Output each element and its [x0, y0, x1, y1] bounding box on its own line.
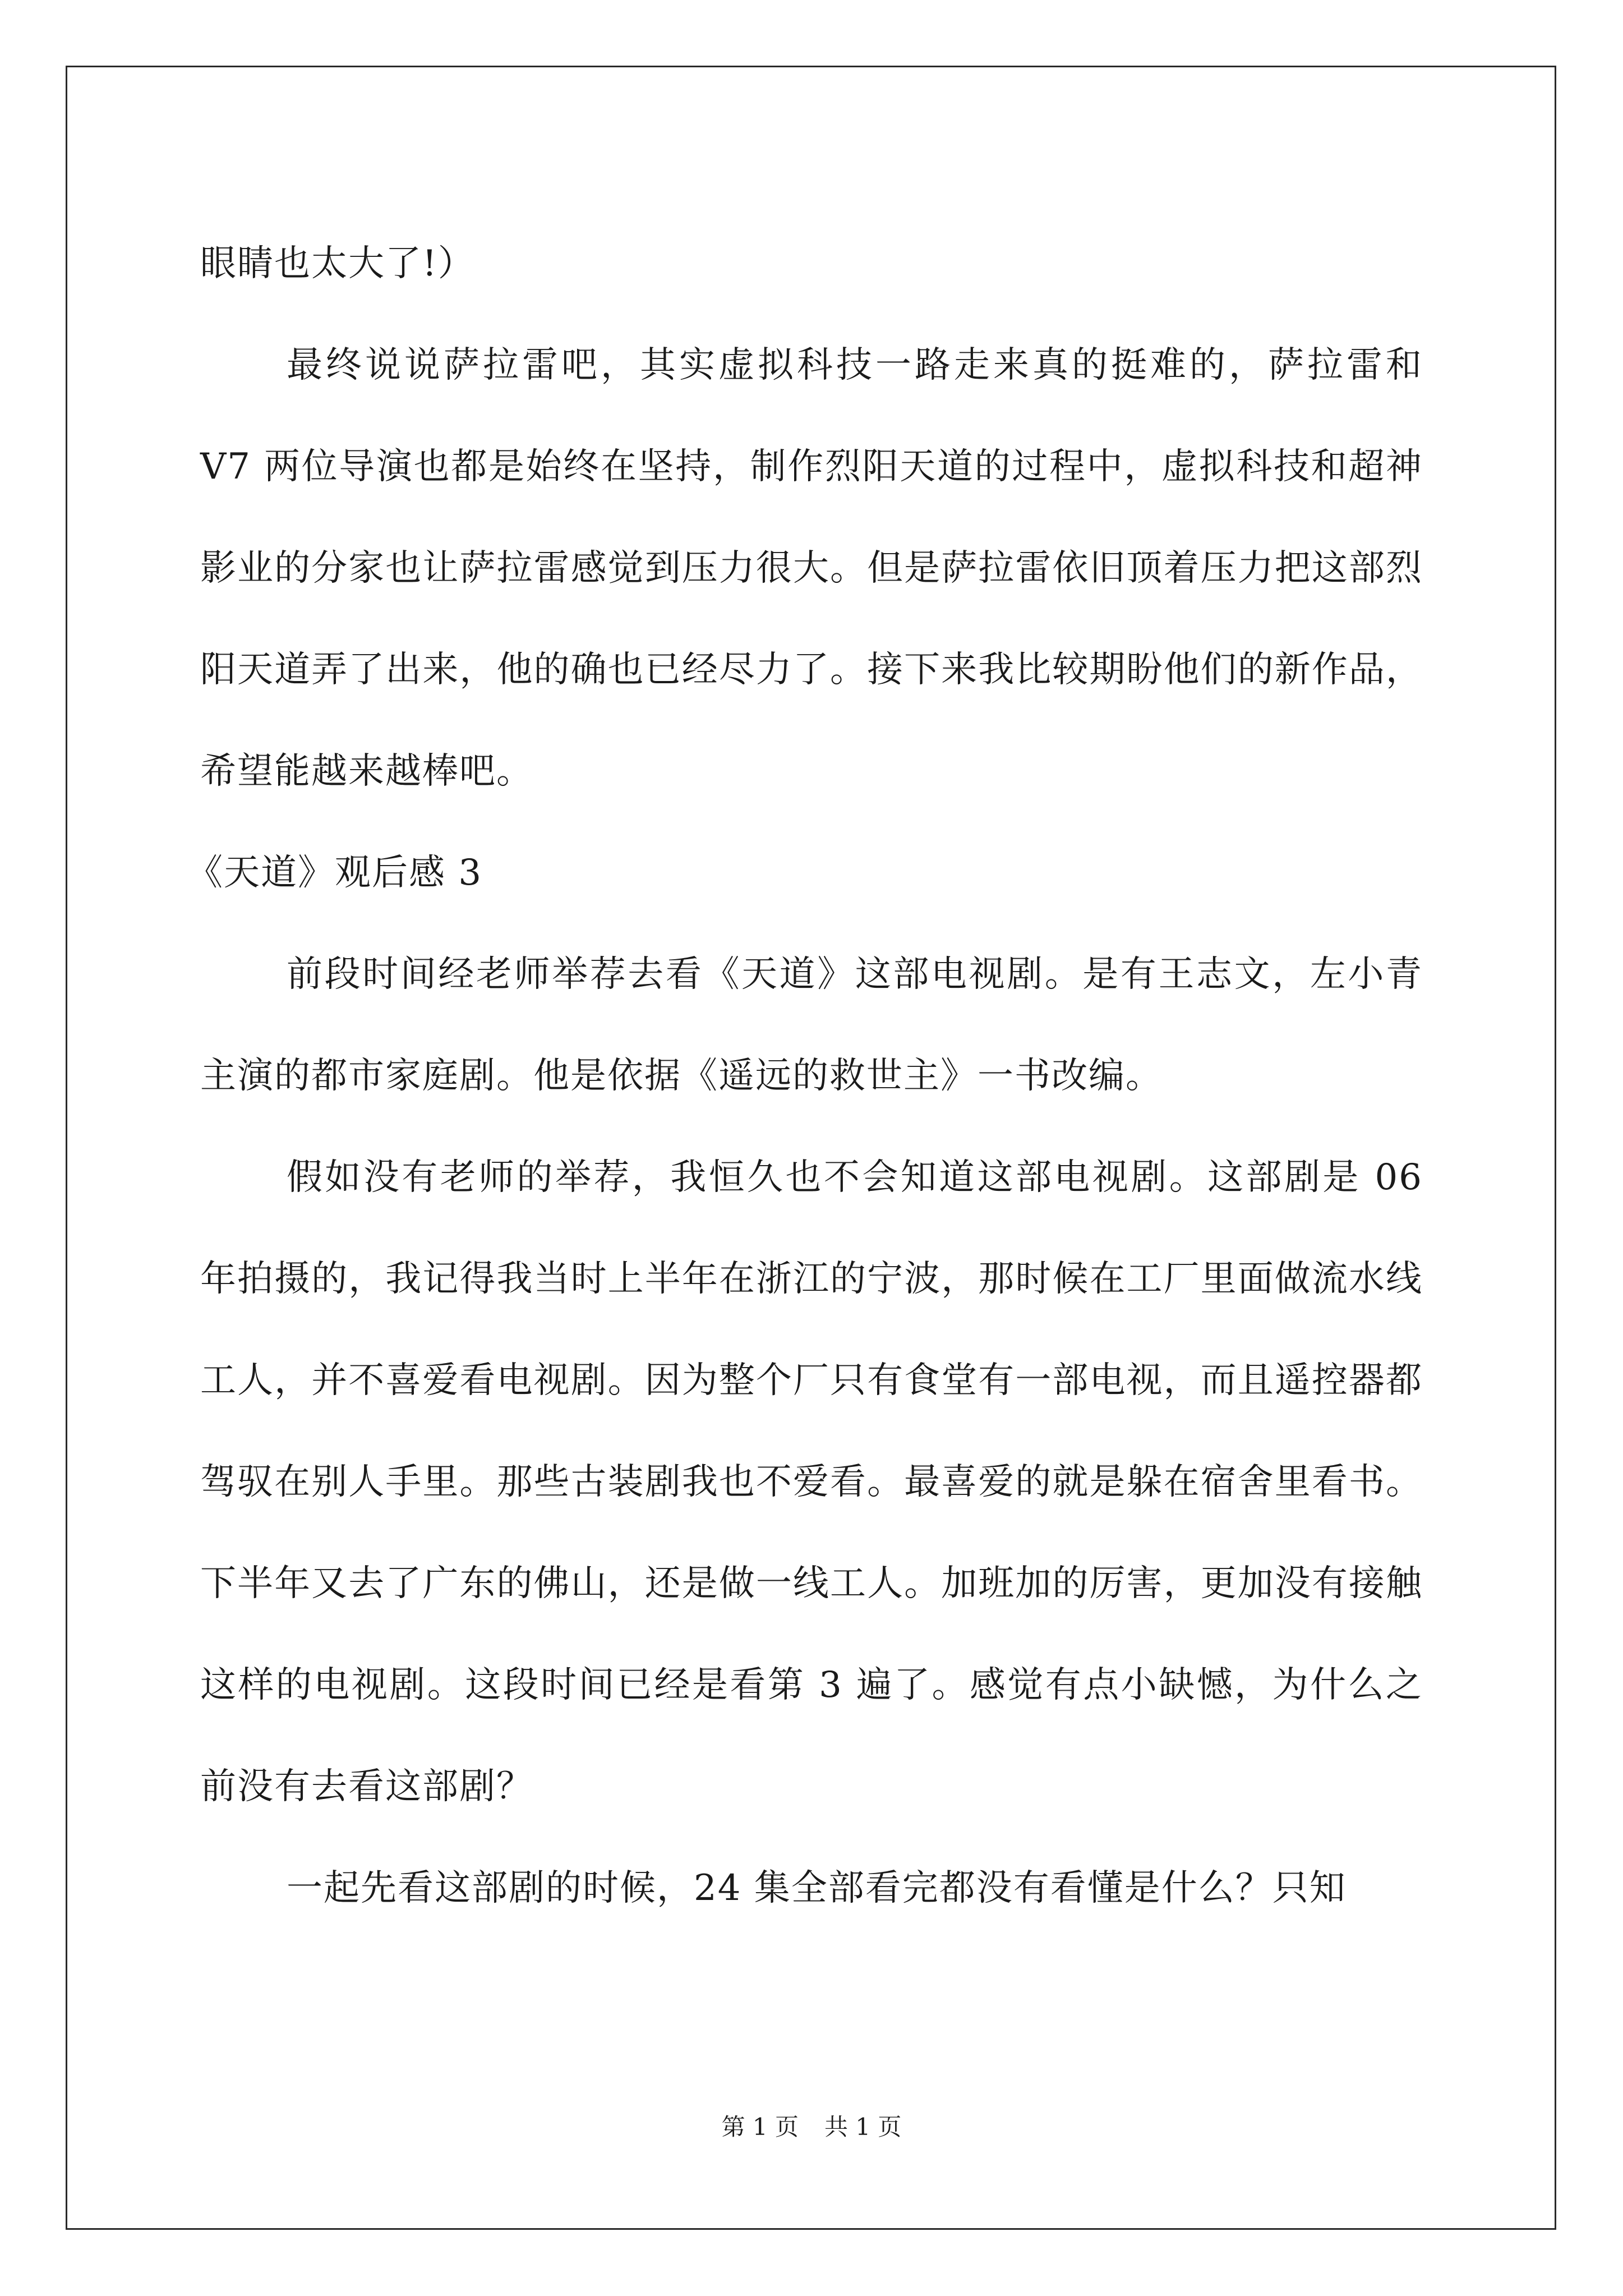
section-heading: 《天道》观后感 3 [187, 852, 483, 894]
paragraph-body: 最终说说萨拉雷吧，其实虚拟科技一路走来真的挺难的，萨拉雷和 V7 两位导演也都是始终在坚持，制作烈阳天道的过程中，虚拟科技和超神影业的分家也让萨拉雷感觉到压力很大。但是萨拉雷依旧顶着压力把这部烈阳天道弄了出来，他的确也已经尽力了。接下来我比较期盼他们的新作品，希望能越来越棒吧。 [200, 344, 1423, 792]
page-number: 第 1 页 [721, 2113, 799, 2141]
paragraph-body: 一起先看这部剧的时候，24 集全部看完都没有看懂是什么？只知 [287, 1867, 1347, 1909]
document-body [187, 213, 1423, 1939]
paragraph-body: 假如没有老师的举荐，我恒久也不会知道这部电视剧。这部剧是 06 年拍摄的，我记得我当时上半年在浙江的宁波，那时候在工厂里面做流水线工人，并不喜爱看电视剧。因为整个厂只有食堂有一部电视，而且遥控器都驾驭在别人手里。那些古装剧我也不爱看。最喜爱的就是躲在宿舍里看书。下半年又去了广东的佛山，还是做一线工人。加班加的厉害，更加没有接触这样的电视剧。这段时间已经是看第 3 遍了。感觉有点小缺憾，为什么之前没有去看这部剧？ [200, 1157, 1423, 1807]
paragraph-body: 前段时间经老师举荐去看《天道》这部电视剧。是有王志文，左小青主演的都市家庭剧。他是依据《遥远的救世主》一书改编。 [200, 954, 1423, 1097]
page-total: 共 1 页 [824, 2113, 902, 2141]
paragraph-continuation: 眼睛也太大了!） [200, 243, 475, 284]
page-footer [0, 2113, 1623, 2142]
